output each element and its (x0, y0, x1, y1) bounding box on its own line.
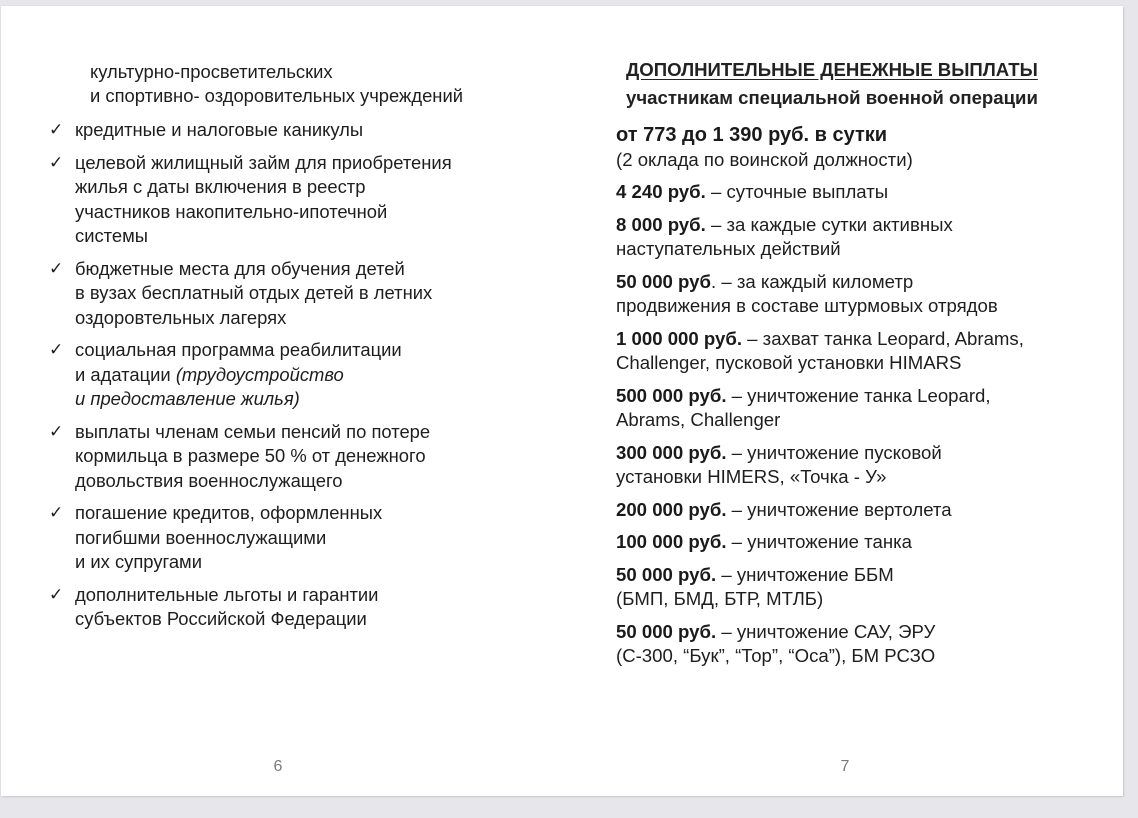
payment-description-cont: (С-300, “Бук”, “Тор”, “Оса”), БМ РСЗО (616, 645, 936, 666)
payment-description-cont: наступательных действий (616, 238, 841, 259)
payments-list (616, 123, 1024, 669)
item-text: и адатации (75, 363, 176, 385)
payment-amount: 100 000 руб. (616, 531, 727, 552)
continuation-text (90, 60, 463, 108)
payment-item (616, 563, 1024, 612)
item-text: и их супругами (75, 551, 202, 572)
payment-item (616, 384, 1024, 433)
payment-item (616, 530, 1024, 555)
item-text: довольствия военнослужащего (75, 469, 343, 491)
item-text: погибшми военнослужащими (75, 526, 327, 548)
item-text: жилья с даты включения в реестр (75, 176, 366, 197)
payment-description: – уничтожение ББМ (716, 563, 894, 585)
payment-amount: 50 000 руб. (616, 620, 717, 642)
payment-description-cont: Challenger, пусковой установки HIMARS (616, 352, 962, 373)
item-text: кредитные и налоговые каникулы (75, 119, 364, 140)
list-item (49, 118, 452, 143)
payment-amount: 300 000 руб. (616, 441, 727, 463)
item-text: выплаты членам семьи пенсий по потере (75, 420, 431, 442)
payment-amount: 1 000 000 руб. (616, 327, 742, 349)
document-spread (1, 6, 1123, 796)
payment-note: (2 оклада по воинской должности) (616, 148, 913, 170)
item-text: субъектов Российской Федерации (75, 608, 367, 629)
item-text: участников накопительно-ипотечной (75, 200, 388, 222)
payment-item (616, 180, 1024, 205)
checkmark-icon: ✓ (49, 258, 64, 278)
payment-amount: 4 240 руб. (616, 181, 706, 202)
continuation-line: и спортивно- оздоровительных учреждений (90, 85, 463, 106)
list-item (49, 257, 452, 331)
payment-description: – уничтожение танка (726, 531, 912, 552)
item-text-italic: и предоставление жилья) (75, 388, 300, 409)
benefits-list (49, 118, 452, 632)
payment-description: – уничтожение вертолета (726, 498, 952, 520)
item-text-mixed (75, 363, 452, 388)
checkmark-icon: ✓ (49, 584, 64, 604)
checkmark-icon: ✓ (49, 120, 64, 139)
payment-item (616, 327, 1024, 376)
payment-description-cont: установки HIMERS, «Точка - У» (616, 466, 887, 487)
continuation-line: культурно-просветительских (90, 61, 333, 82)
item-text: в вузах бесплатный отдых детей в летних (75, 282, 433, 303)
item-text: кормильца в размере 50 % от денежного (75, 445, 426, 466)
payment-description: – уничтожение САУ, ЭРУ (716, 620, 936, 642)
item-text: целевой жилищный займ для приобретения (75, 151, 452, 173)
payment-description: – захват танка Leopard, Abrams, (742, 327, 1024, 349)
item-text: погашение кредитов, оформленных (75, 502, 383, 523)
payment-item (616, 620, 1024, 669)
payment-amount: 50 000 руб. (616, 563, 717, 585)
payment-amount: 8 000 руб. (616, 213, 706, 235)
payment-item (616, 213, 1024, 262)
payment-amount: 50 000 руб (616, 270, 711, 292)
list-item (49, 338, 452, 412)
payment-description: – суточные выплаты (705, 181, 889, 202)
payment-item (616, 270, 1024, 319)
payment-amount: 500 000 руб. (616, 384, 727, 406)
payment-item (616, 441, 1024, 490)
list-item (49, 501, 452, 575)
payment-description-cont: продвижения в составе штурмовых отрядов (616, 295, 998, 316)
item-text: системы (75, 225, 148, 246)
item-text: бюджетные места для обучения детей (75, 257, 405, 279)
checkmark-icon: ✓ (49, 503, 64, 522)
section-subheading: участникам специальной военной операции (626, 87, 1038, 108)
section-heading: ДОПОЛНИТЕЛЬНЫЕ ДЕНЕЖНЫЕ ВЫПЛАТЫ (626, 59, 1038, 80)
checkmark-icon: ✓ (49, 152, 64, 172)
item-text: оздоровтельных лагерях (75, 306, 287, 328)
payment-amount: от 773 до 1 390 руб. в сутки (616, 124, 888, 146)
payment-item (616, 498, 1024, 523)
item-text: социальная программа реабилитации (75, 339, 402, 360)
payment-description: – уничтожение пусковой (726, 441, 942, 463)
payment-description: . – за каждый километр (710, 270, 914, 292)
page-number-right: 7 (840, 758, 850, 775)
payment-item (616, 123, 1024, 172)
list-item (49, 151, 452, 249)
checkmark-icon: ✓ (49, 421, 64, 441)
payment-description: – уничтожение танка Leopard, (726, 384, 991, 406)
checkmark-icon: ✓ (49, 340, 64, 359)
list-item (49, 420, 452, 494)
list-item (49, 583, 452, 632)
payment-amount: 200 000 руб. (616, 498, 727, 520)
payment-description-cont: (БМП, БМД, БТР, МТЛБ) (616, 588, 824, 609)
page-number-left: 6 (273, 758, 283, 775)
payment-description: – за каждые сутки активных (705, 213, 953, 235)
payment-description-cont: Abrams, Challenger (616, 409, 781, 430)
item-text: дополнительные льготы и гарантии (75, 583, 379, 605)
item-text-italic: (трудоустройство (175, 363, 344, 385)
